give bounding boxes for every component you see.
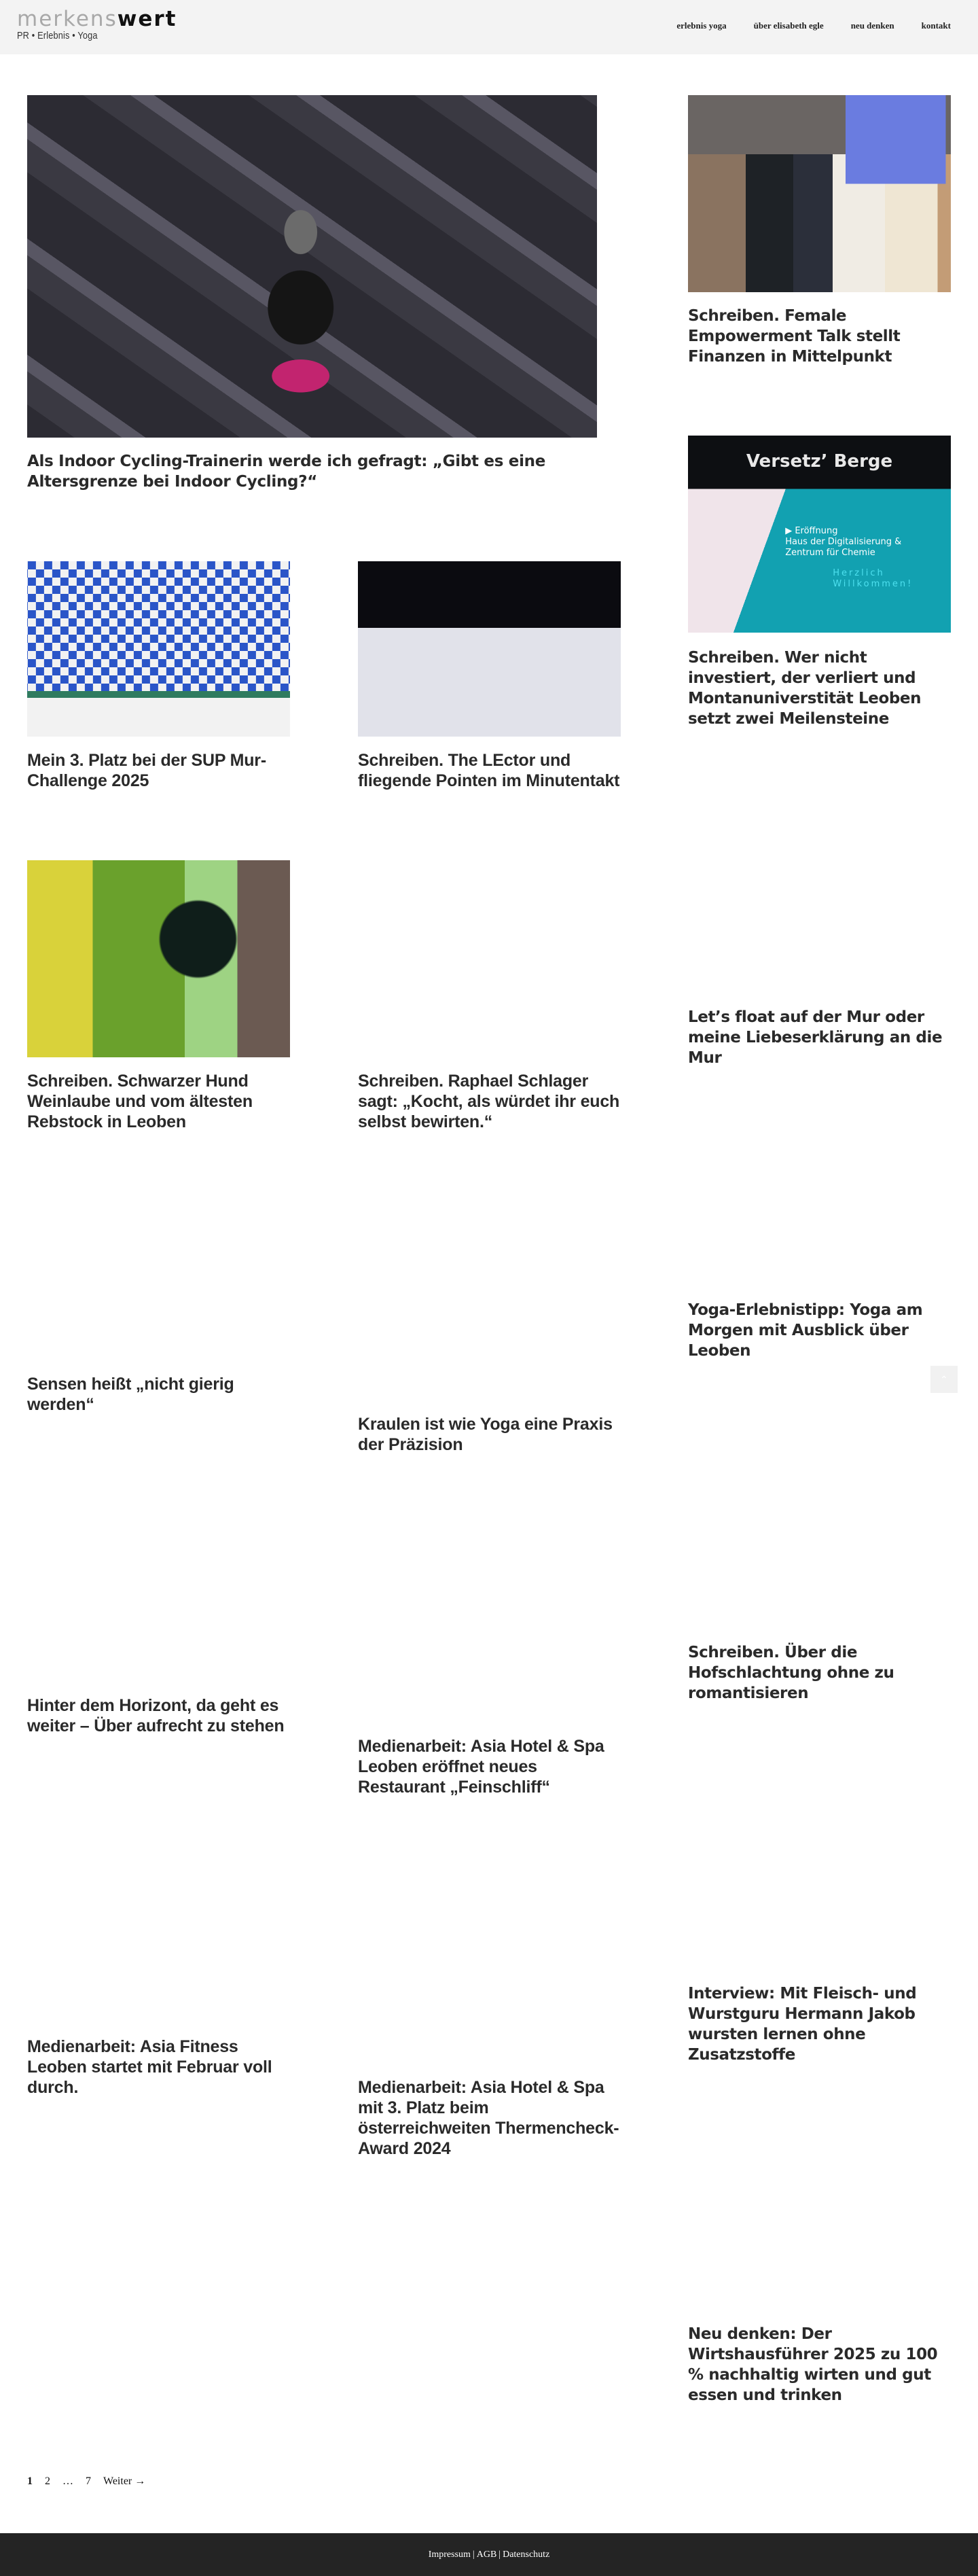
image-text-headline: Versetz’ Berge bbox=[746, 451, 893, 472]
post-title[interactable]: Schreiben. The LEctor und fliegende Pointen im Minutentakt bbox=[358, 751, 620, 790]
post-image-versetz-berge[interactable] bbox=[688, 436, 951, 633]
footer-separator: | bbox=[499, 2549, 501, 2560]
chevron-up-icon: ⌃ bbox=[940, 1373, 948, 1385]
post-title[interactable]: Mein 3. Platz bei der SUP Mur-Challenge 2025 bbox=[27, 751, 266, 790]
logo-tagline: PR • Erlebnis • Yoga bbox=[17, 30, 98, 41]
post-title[interactable]: Schreiben. Raphael Schlager sagt: „Kocht, als würdet ihr euch selbst bewirten.“ bbox=[358, 1072, 620, 1131]
nav-item-erlebnis-yoga[interactable]: erlebnis yoga bbox=[676, 20, 727, 31]
post-card-raphael-schlager[interactable] bbox=[358, 1071, 621, 1132]
footer-separator: | bbox=[472, 2549, 475, 2560]
post-card-lets-float[interactable] bbox=[688, 1007, 951, 1068]
post-title[interactable]: Medienarbeit: Asia Hotel & Spa Leoben eröffnet neues Restaurant „Feinschliff“ bbox=[358, 1737, 604, 1797]
footer-link-agb[interactable]: AGB bbox=[476, 2549, 497, 2560]
image-text-line: ▶ Eröffnung bbox=[785, 526, 838, 537]
footer-links bbox=[429, 2549, 550, 2560]
post-card-wirtshausfuehrer[interactable] bbox=[688, 2324, 951, 2405]
post-card-kraulen[interactable] bbox=[358, 1414, 621, 1455]
logo-light-part: merkens bbox=[17, 7, 117, 31]
post-card-indoor-cycling[interactable] bbox=[27, 95, 597, 492]
post-title[interactable]: Schreiben. Female Empowerment Talk stellt Finanzen in Mittelpunkt bbox=[688, 307, 901, 366]
post-title[interactable]: Interview: Mit Fleisch- und Wurstguru Hermann Jakob wursten lernen ohne Zusatzstoffe bbox=[688, 1985, 917, 2064]
page-ellipsis: … bbox=[62, 2475, 73, 2487]
post-card-asia-fitness[interactable] bbox=[27, 2036, 290, 2098]
post-card-yoga-erlebnistipp[interactable] bbox=[688, 1300, 951, 1361]
post-card-female-empowerment[interactable] bbox=[688, 95, 951, 367]
post-title[interactable]: Schreiben. Über die Hofschlachtung ohne zu romantisieren bbox=[688, 1644, 894, 1702]
post-card-hinter-dem-horizont[interactable] bbox=[27, 1695, 290, 1736]
site-footer bbox=[0, 2533, 978, 2576]
site-logo[interactable] bbox=[17, 8, 177, 42]
post-card-montanuniversitaet[interactable] bbox=[688, 436, 951, 729]
post-title[interactable]: Schreiben. Schwarzer Hund Weinlaube und vom ältesten Rebstock in Leoben bbox=[27, 1072, 253, 1131]
next-page-link[interactable]: Weiter → bbox=[103, 2475, 146, 2487]
post-title[interactable]: Sensen heißt „nicht gierig werden“ bbox=[27, 1375, 234, 1414]
image-text-line: Herzlich bbox=[833, 568, 885, 579]
nav-item-ueber-elisabeth-egle[interactable]: über elisabeth egle bbox=[753, 20, 824, 31]
post-title[interactable]: Let’s float auf der Mur oder meine Liebeserklärung an die Mur bbox=[688, 1008, 943, 1067]
post-title[interactable]: Hinter dem Horizont, da geht es weiter – Über aufrecht zu stehen bbox=[27, 1696, 285, 1735]
page-link-2[interactable]: 2 bbox=[45, 2475, 50, 2487]
post-title[interactable]: Neu denken: Der Wirtshausführer 2025 zu 100 % nachhaltig wirten und gut essen und trinken bbox=[688, 2325, 938, 2404]
main-nav bbox=[649, 20, 951, 31]
nav-item-neu-denken[interactable]: neu denken bbox=[850, 20, 894, 31]
post-title[interactable]: Kraulen ist wie Yoga eine Praxis der Präzision bbox=[358, 1415, 613, 1454]
post-card-sensen[interactable] bbox=[27, 1374, 290, 1415]
pagination bbox=[27, 2475, 158, 2488]
post-image-schwarzer-hund[interactable] bbox=[27, 860, 290, 1057]
post-card-asia-hotel-feinschliff[interactable] bbox=[358, 1736, 621, 1797]
logo-dark-part: wert bbox=[117, 7, 177, 31]
nav-item-kontakt[interactable]: kontakt bbox=[921, 20, 951, 31]
page-current-1: 1 bbox=[27, 2475, 33, 2487]
post-card-the-lector[interactable] bbox=[358, 561, 621, 791]
post-card-schwarzer-hund[interactable] bbox=[27, 860, 290, 1132]
post-image-sup-podium[interactable] bbox=[27, 561, 290, 737]
post-title[interactable]: Medienarbeit: Asia Hotel & Spa mit 3. Platz beim österreichweiten Thermencheck-Award 2024 bbox=[358, 2078, 619, 2158]
image-text-line: Haus der Digitalisierung & bbox=[785, 537, 902, 548]
image-text-line: Zentrum für Chemie bbox=[785, 548, 875, 559]
post-card-sup-mur-challenge[interactable] bbox=[27, 561, 290, 791]
site-header bbox=[0, 0, 978, 54]
post-title[interactable]: Medienarbeit: Asia Fitness Leoben startet mit Februar voll durch. bbox=[27, 2037, 272, 2097]
image-text-sub bbox=[785, 526, 913, 590]
page-link-7[interactable]: 7 bbox=[86, 2475, 91, 2487]
post-title[interactable]: Yoga-Erlebnistipp: Yoga am Morgen mit Ausblick über Leoben bbox=[688, 1301, 923, 1360]
post-image-female-empowerment[interactable] bbox=[688, 95, 951, 292]
post-image-indoor-cycling[interactable] bbox=[27, 95, 597, 438]
post-card-thermencheck-award[interactable] bbox=[358, 2077, 621, 2159]
logo-wordmark bbox=[17, 8, 177, 30]
post-card-hermann-jakob[interactable] bbox=[688, 1983, 951, 2065]
post-title[interactable]: Als Indoor Cycling-Trainerin werde ich gefragt: „Gibt es eine Altersgrenze bei Indoor Cycling?“ bbox=[27, 453, 546, 491]
post-card-hofschlachtung[interactable] bbox=[688, 1642, 951, 1704]
post-image-the-lector[interactable] bbox=[358, 561, 621, 737]
footer-link-impressum[interactable]: Impressum bbox=[428, 2549, 471, 2560]
footer-link-datenschutz[interactable]: Datenschutz bbox=[503, 2549, 550, 2560]
image-text-line: Willkommen! bbox=[833, 579, 913, 590]
scroll-to-top-button[interactable] bbox=[930, 1366, 958, 1393]
post-title[interactable]: Schreiben. Wer nicht investiert, der verliert und Montanuniverstität Leoben setzt zwei Meilensteine bbox=[688, 649, 922, 728]
